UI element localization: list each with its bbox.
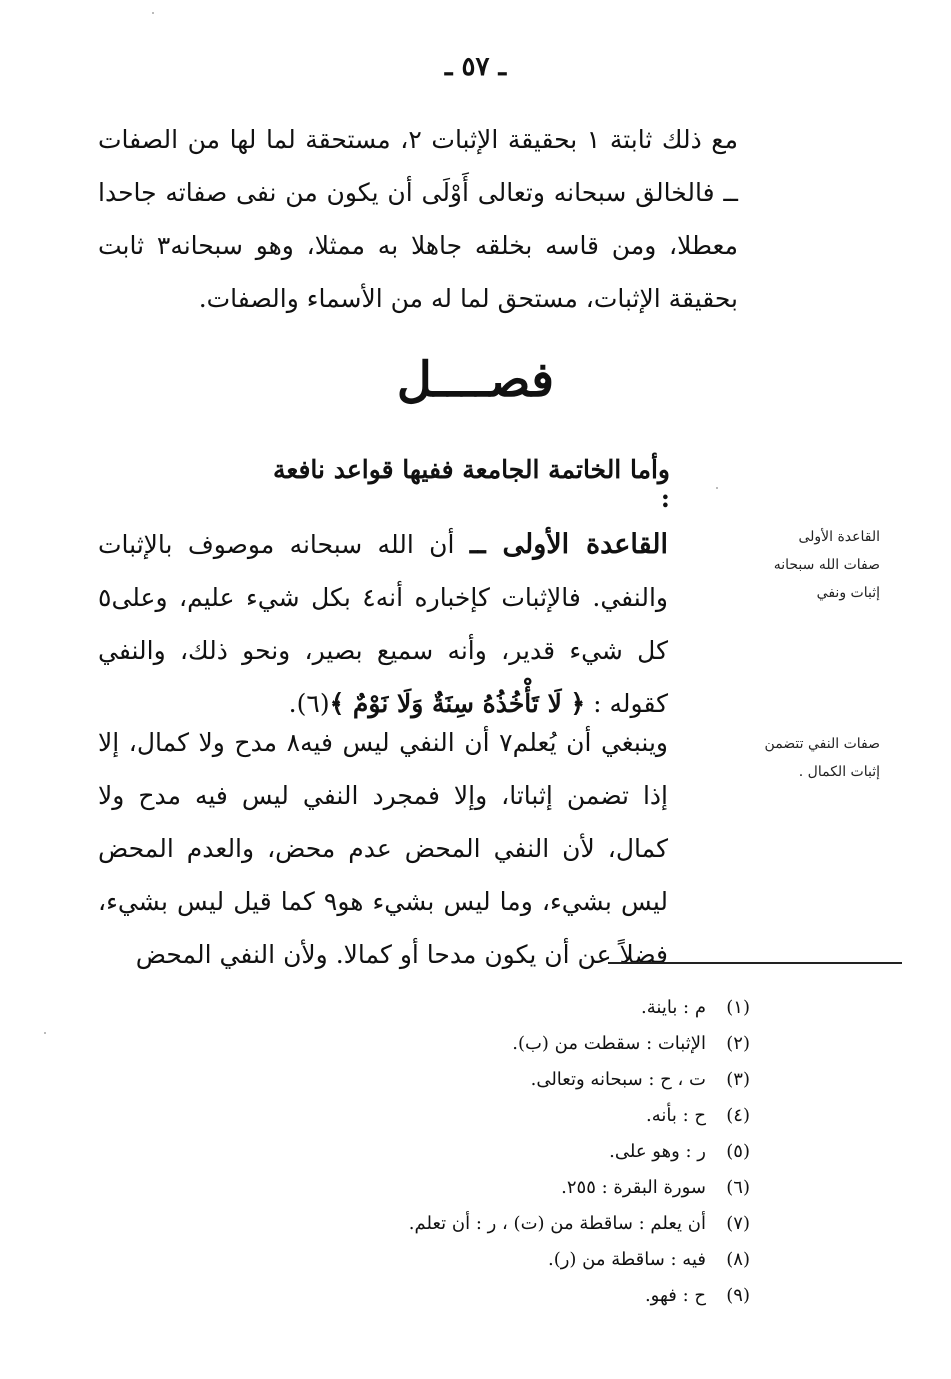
margin-note-line: صفات الله سبحانه (773, 557, 880, 573)
footnote-number: (٤) (726, 1105, 750, 1126)
footnotes-list (300, 990, 750, 1314)
footnote-text: ح : فهو. (644, 1285, 706, 1306)
footnote-text: ر : وهو على. (609, 1141, 706, 1162)
footnote-item (300, 1242, 750, 1278)
paragraph-continued: مع ذلك ثابتة ١ بحقيقة الإثبات ٢، مستحقة لما لها من الصفات ــ فالخالق سبحانه وتعالى أَوْلَى أن يكون من نفى صفاته جاحدا معطلا، ومن قاسه بخلقه جاهلا به ممثلا، وهو سبحانه٣ ثابت بحقيقة الإثبات، مستحق لما له من الأسماء والصفات. (98, 125, 739, 313)
footnote-number: (٥) (726, 1141, 750, 1162)
section-subheading: وأما الخاتمة الجامعة ففيها قواعد نافعة : (273, 455, 670, 513)
footnote-number: (٩) (726, 1285, 750, 1306)
footnote-item (300, 1062, 750, 1098)
margin-note-line: إثبات الكمال . (798, 764, 880, 780)
footnote-text: ح : بأنه. (645, 1105, 706, 1126)
margin-note-line: القاعدة الأولى (798, 529, 880, 545)
negation-paragraph: وينبغي أن يُعلم٧ أن النفي ليس فيه٨ مدح ولا كمال، إلا إذا تضمن إثباتا، وإلا فمجرد النفي ليس فيه مدح ولا كمال، لأن النفي المحض عدم محض، والعدم المحض ليس بشيء، وما ليس بشيء هو٩ كما قيل ليس بشيء، فضلاً عن أن يكون مدحا أو كمالا. ولأن النفي المحض (98, 728, 668, 969)
margin-note-negation (760, 730, 880, 786)
footnote-item (300, 1098, 750, 1134)
footnote-text: ت ، ح : سبحانه وتعالى. (530, 1069, 706, 1090)
footnote-number: (٦) (726, 1177, 750, 1198)
footnote-item (300, 1134, 750, 1170)
footnote-number: (٧) (726, 1213, 750, 1234)
footnote-text: م : باينة. (641, 997, 706, 1018)
footnote-number: (٣) (726, 1069, 750, 1090)
footnote-number: (٢) (726, 1033, 750, 1054)
footnote-text: سورة البقرة : ٢٥٥. (561, 1177, 706, 1198)
section-heading: فصــــل (396, 352, 555, 408)
footnote-text: فيه : ساقطة من (ر). (547, 1249, 706, 1270)
margin-note-rule-one (760, 523, 880, 607)
footnote-number: (١) (726, 997, 750, 1018)
scan-speck (716, 487, 718, 489)
margin-note-line: إثبات ونفي (816, 585, 880, 601)
page-number: ـ ٥٧ ـ (444, 52, 507, 82)
rule-one-text: أن الله سبحانه موصوف بالإثبات والنفي. فالإثبات كإخباره أنه٤ بكل شيء عليم، وعلى٥ كل شيء قدير، وأنه سميع بصير، ونحو ذلك، والنفي كقوله : (98, 530, 668, 718)
footnote-text: الإثبات : سقطت من (ب). (512, 1033, 706, 1054)
footnote-item (300, 1206, 750, 1242)
footnote-divider (608, 962, 902, 964)
footnote-item (300, 1170, 750, 1206)
scan-speck (44, 1032, 46, 1034)
rule-one-paragraph (98, 518, 668, 730)
scan-speck (152, 12, 154, 14)
margin-note-line: صفات النفي تتضمن (764, 736, 880, 752)
footnote-item (300, 990, 750, 1026)
footnote-number: (٨) (726, 1249, 750, 1270)
footnote-text: أن يعلم : ساقطة من (ت) ، ر : أن تعلم. (408, 1213, 706, 1234)
footnote-item (300, 1026, 750, 1062)
rule-one-citation: (٦). (288, 689, 330, 718)
footnote-item (300, 1278, 750, 1314)
rule-one-title: القاعدة الأولى ــ (469, 529, 668, 560)
quran-verse: ﴿ لَا تَأْخُذُهُ سِنَةٌ وَلَا نَوْمٌ ﴾ (329, 689, 586, 718)
